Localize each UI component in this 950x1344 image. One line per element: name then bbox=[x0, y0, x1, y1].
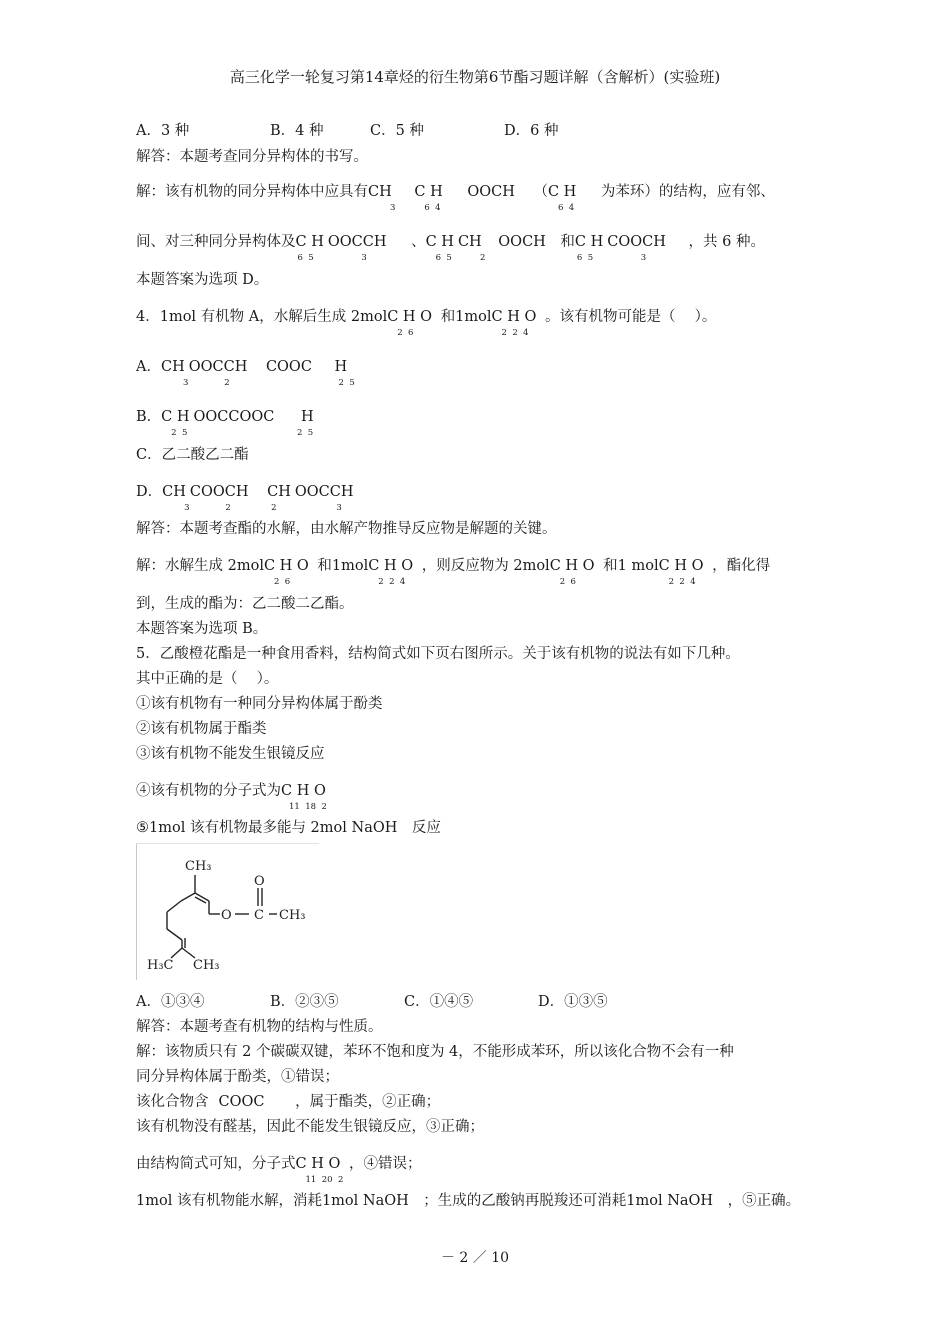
struct-o-mid: O bbox=[221, 908, 232, 923]
q4-option-a: A．CH 3 OOCCH 2 COOC H 2 5 bbox=[136, 359, 355, 388]
formula: C H 6 5 bbox=[295, 234, 324, 263]
formula: OOCH bbox=[467, 184, 515, 200]
q4-solution: 解：水解生成 2molC H O 2 6 和1molC H O 2 2 4 ，则反应物为 2molC H O 2 6 和1 molC H O 2 2 4 ，酯化得 bbox=[136, 558, 771, 587]
q5-options bbox=[136, 990, 608, 1011]
q4-option-d: D．CH 3 COOCH 2 CH 2 OOCCH 3 bbox=[136, 484, 354, 513]
structure-diagram bbox=[136, 843, 319, 980]
q5-solution-line-6: 1mol 该有机物能水解，消耗1mol NaOH ；生成的乙酸钠再脱羧还可消耗1mol NaOH ，⑤正确。 bbox=[136, 1193, 801, 1209]
q3-options bbox=[136, 119, 558, 140]
struct-ch3-right: CH₃ bbox=[279, 908, 306, 923]
formula: OOCH bbox=[498, 234, 546, 250]
q5-solution-line-5: 由结构简式可知，分子式C H O 11 20 2 ，④错误； bbox=[136, 1156, 422, 1185]
q4-option-c: C．乙二酸乙二酯 bbox=[136, 447, 249, 463]
q3-solution-line-1: 解：该有机物的同分异构体中应具有CH 3 C H 6 4 OOCH （C H 6 4 为苯环）的结构，应有邻、 bbox=[136, 184, 775, 213]
q5-option-c: C．①④⑤ bbox=[404, 994, 474, 1010]
formula: C H O 2 6 bbox=[387, 309, 433, 338]
formula: C H O 2 2 4 bbox=[491, 309, 537, 338]
q5-statement-1: ①该有机物有一种同分异构体属于酚类 bbox=[136, 696, 383, 712]
formula: C H 6 5 bbox=[425, 234, 454, 263]
q5-option-d: D．①③⑤ bbox=[538, 994, 608, 1010]
q3-option-c: C．5 种 bbox=[370, 123, 424, 139]
q4-stem: 4．1mol 有机物 A，水解后生成 2molC H O 2 6 和1molC H O 2 2 4 。该有机物可能是（ ）。 bbox=[136, 309, 717, 338]
page-title: 高三化学一轮复习第14章烃的衍生物第6节酯习题详解（含解析）(实验班) bbox=[229, 68, 721, 86]
q3-option-b: B．4 种 bbox=[270, 123, 324, 139]
q3-option-a: A．3 种 bbox=[136, 123, 190, 139]
struct-h3c: H₃C bbox=[147, 958, 174, 973]
q5-statement-5: ⑤1mol 该有机物最多能与 2mol NaOH 反应 bbox=[136, 820, 441, 836]
q3-option-d: D．6 种 bbox=[504, 123, 559, 139]
struct-o-top: O bbox=[254, 874, 265, 889]
formula: CH 2 bbox=[457, 234, 486, 263]
page-footer: － 2 ／ 10 bbox=[440, 1250, 510, 1266]
q5-solution-line-2: 同分异构体属于酚类，①错误； bbox=[136, 1069, 339, 1085]
q4-analysis: 解答：本题考查酯的水解，由水解产物推导反应物是解题的关键。 bbox=[136, 521, 557, 537]
formula: C H 6 4 bbox=[547, 184, 577, 213]
q5-stem-line-1: 5．乙酸橙花酯是一种食用香料，结构简式如下页右图所示。关于该有机物的说法有如下几种。 bbox=[136, 646, 740, 662]
q5-statement-2: ②该有机物属于酯类 bbox=[136, 721, 267, 737]
struct-ch3-top: CH₃ bbox=[185, 859, 212, 874]
formula: COOCH 3 bbox=[607, 234, 666, 263]
q4-option-b: B．C H 2 5 OOCCOOC H 2 5 bbox=[136, 409, 314, 438]
q5-option-a: A．①③④ bbox=[136, 994, 205, 1010]
q4-solution-line-2: 到，生成的酯为：乙二酸二乙酯。 bbox=[136, 596, 354, 612]
q5-analysis: 解答：本题考查有机物的结构与性质。 bbox=[136, 1019, 383, 1035]
q4-answer: 本题答案为选项 B。 bbox=[136, 621, 268, 637]
q5-solution-line-4: 该有机物没有醛基，因此不能发生银镜反应，③正确； bbox=[136, 1119, 484, 1135]
q5-statement-4: ④该有机物的分子式为C H O 11 18 2 bbox=[136, 783, 327, 812]
q5-solution-line-3: 该化合物含 COOC ，属于酯类，②正确； bbox=[136, 1094, 441, 1110]
q5-stem-line-2: 其中正确的是（ ）。 bbox=[136, 671, 279, 687]
struct-c: C bbox=[254, 908, 264, 923]
q5-option-b: B．②③⑤ bbox=[270, 994, 339, 1010]
q5-statement-3: ③该有机物不能发生银镜反应 bbox=[136, 746, 325, 762]
q3-answer: 本题答案为选项 D。 bbox=[136, 272, 269, 288]
formula: CH 3 bbox=[368, 184, 396, 213]
struct-ch3-bottom: CH₃ bbox=[193, 958, 220, 973]
q5-solution-line-1: 解：该物质只有 2 个碳碳双键，苯环不饱和度为 4，不能形成苯环，所以该化合物不会有一种 bbox=[136, 1044, 734, 1060]
formula: C H 6 4 bbox=[414, 184, 443, 213]
q3-solution-line-2: 间、对三种同分异构体及C H 6 5 OOCCH 3 、C H 6 5 CH 2 OOCH 和C H 6 5 COOCH 3 ，共 6 种。 bbox=[136, 234, 765, 263]
q3-analysis: 解答：本题考查同分异构体的书写。 bbox=[136, 149, 368, 165]
formula: C H 6 5 bbox=[574, 234, 604, 263]
formula: OOCCH 3 bbox=[327, 234, 387, 263]
